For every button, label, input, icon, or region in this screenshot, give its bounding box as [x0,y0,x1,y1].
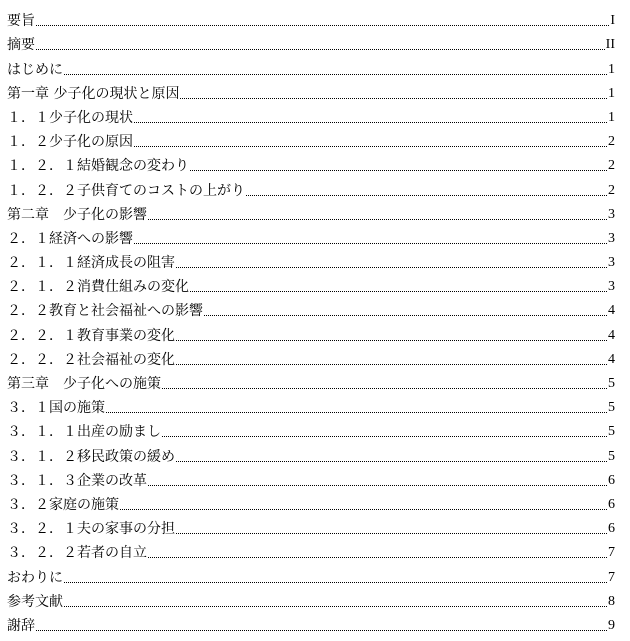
toc-entry-page-number: 4 [608,327,615,343]
toc-entry-page-number: II [605,37,615,53]
toc-entry[interactable] [7,560,615,584]
dot-leader [148,485,607,486]
toc-entry[interactable] [7,488,615,512]
toc-entry-page-number: 5 [608,376,615,391]
toc-entry-page-number: 5 [608,424,615,440]
dot-leader [176,364,607,365]
dot-leader [134,146,607,147]
toc-entry-title: １．２少子化の原因 [7,134,133,151]
toc-entry[interactable] [7,391,615,415]
toc-entry-page-number: 6 [608,496,615,512]
toc-entry[interactable] [7,125,615,149]
toc-entry-page-number: 7 [608,569,615,585]
toc-entry-title: １．２．１結婚観念の変わり [7,158,189,175]
toc-entry[interactable] [7,367,615,391]
toc-entry-page-number: 1 [608,85,615,101]
toc-entry[interactable] [7,149,615,173]
toc-entry-page-number: 2 [608,134,615,150]
toc-entry-title: ３．１国の施策 [7,400,105,417]
toc-entry[interactable] [7,198,615,222]
dot-leader [162,436,607,437]
toc-entry[interactable] [7,343,615,367]
toc-entry-title: おわりに [7,569,63,586]
toc-entry-page-number: 2 [608,158,615,174]
dot-leader [148,557,607,558]
toc-entry-title: １．２．２子供育てのコストの上がり [7,182,245,199]
dot-leader [204,315,607,316]
toc-entry-page-number: 2 [608,182,615,198]
dot-leader [190,170,607,171]
dot-leader [148,219,607,220]
toc-entry[interactable] [7,270,615,294]
toc-entry-page-number: 1 [608,61,615,77]
dot-leader [106,412,607,413]
toc-entry-page-number: I [610,13,615,29]
toc-entry-title: ３．２．２若者の自立 [7,545,147,562]
toc-entry-title: １．１少子化の現状 [7,109,133,126]
toc-entry-page-number: 9 [608,617,615,633]
toc-entry-title: ２．２．２社会福祉の変化 [7,351,175,368]
toc-entry-title: ２．１．１経済成長の阻害 [7,255,175,272]
toc-entry-page-number: 6 [608,521,615,537]
toc-entry-title: 第三章 少子化への施策 [7,376,161,392]
toc-entry[interactable] [7,101,615,125]
toc-entry-title: 謝辞 [7,617,35,634]
dot-leader [120,509,607,510]
toc-entry-page-number: 4 [608,303,615,319]
dot-leader [176,533,607,534]
toc-entry-title: 要旨 [7,13,35,30]
toc-entry-page-number: 7 [608,545,615,561]
dot-leader [176,267,607,268]
dot-leader [36,630,607,631]
toc-entry-title: ２．２教育と社会福祉への影響 [7,303,203,320]
toc-entry-title: ３．２家庭の施策 [7,496,119,513]
toc-entry[interactable] [7,512,615,536]
toc-entry[interactable] [7,294,615,318]
toc-entry[interactable] [7,415,615,439]
toc-entry[interactable] [7,246,615,270]
toc-entry-page-number: 8 [608,593,615,609]
dot-leader [246,195,607,196]
toc-entry-title: ３．１．２移民政策の緩め [7,448,175,465]
dot-leader [134,243,607,244]
toc-entry-page-number: 5 [608,400,615,416]
toc-entry[interactable] [7,609,615,633]
toc-entry-title: 参考文献 [7,593,63,610]
toc-entry-page-number: 6 [608,472,615,488]
dot-leader [36,25,609,26]
toc-entry-page-number: 3 [608,230,615,246]
toc-entry[interactable] [7,585,615,609]
toc-entry[interactable] [7,4,615,28]
table-of-contents [7,4,615,633]
toc-entry[interactable] [7,439,615,463]
toc-entry-page-number: 4 [608,351,615,367]
toc-entry-page-number: 1 [608,109,615,125]
toc-entry-title: ２．１．２消費仕組みの変化 [7,279,189,296]
dot-leader [64,74,607,75]
dot-leader [176,461,607,462]
toc-entry-title: ３．１．３企業の改革 [7,472,147,489]
toc-entry[interactable] [7,28,615,52]
toc-entry-page-number: 5 [608,448,615,464]
toc-entry-title: 第一章 少子化の現状と原因 [7,85,180,102]
toc-entry[interactable] [7,52,615,76]
toc-entry-title: ３．２．１夫の家事の分担 [7,521,175,538]
toc-entry[interactable] [7,173,615,197]
dot-leader [36,49,605,50]
toc-entry-title: ２．２．１教育事業の変化 [7,327,175,344]
toc-entry-page-number: 3 [608,255,615,271]
dot-leader [180,98,607,99]
toc-entry[interactable] [7,318,615,342]
toc-entry-title: ２．１経済への影響 [7,230,133,247]
toc-entry-page-number: 3 [608,279,615,295]
toc-entry-title: ３．１．１出産の励まし [7,424,161,441]
toc-entry[interactable] [7,536,615,560]
toc-entry-page-number: 3 [608,206,615,222]
toc-entry-title: 摘要 [7,37,35,54]
dot-leader [162,388,607,389]
dot-leader [190,291,607,292]
toc-entry[interactable] [7,77,615,101]
dot-leader [64,582,607,583]
toc-entry[interactable] [7,464,615,488]
toc-entry-title: はじめに [7,61,63,78]
dot-leader [64,606,607,607]
dot-leader [134,122,607,123]
dot-leader [176,340,607,341]
toc-entry[interactable] [7,222,615,246]
toc-entry-title: 第二章 少子化の影響 [7,206,147,223]
